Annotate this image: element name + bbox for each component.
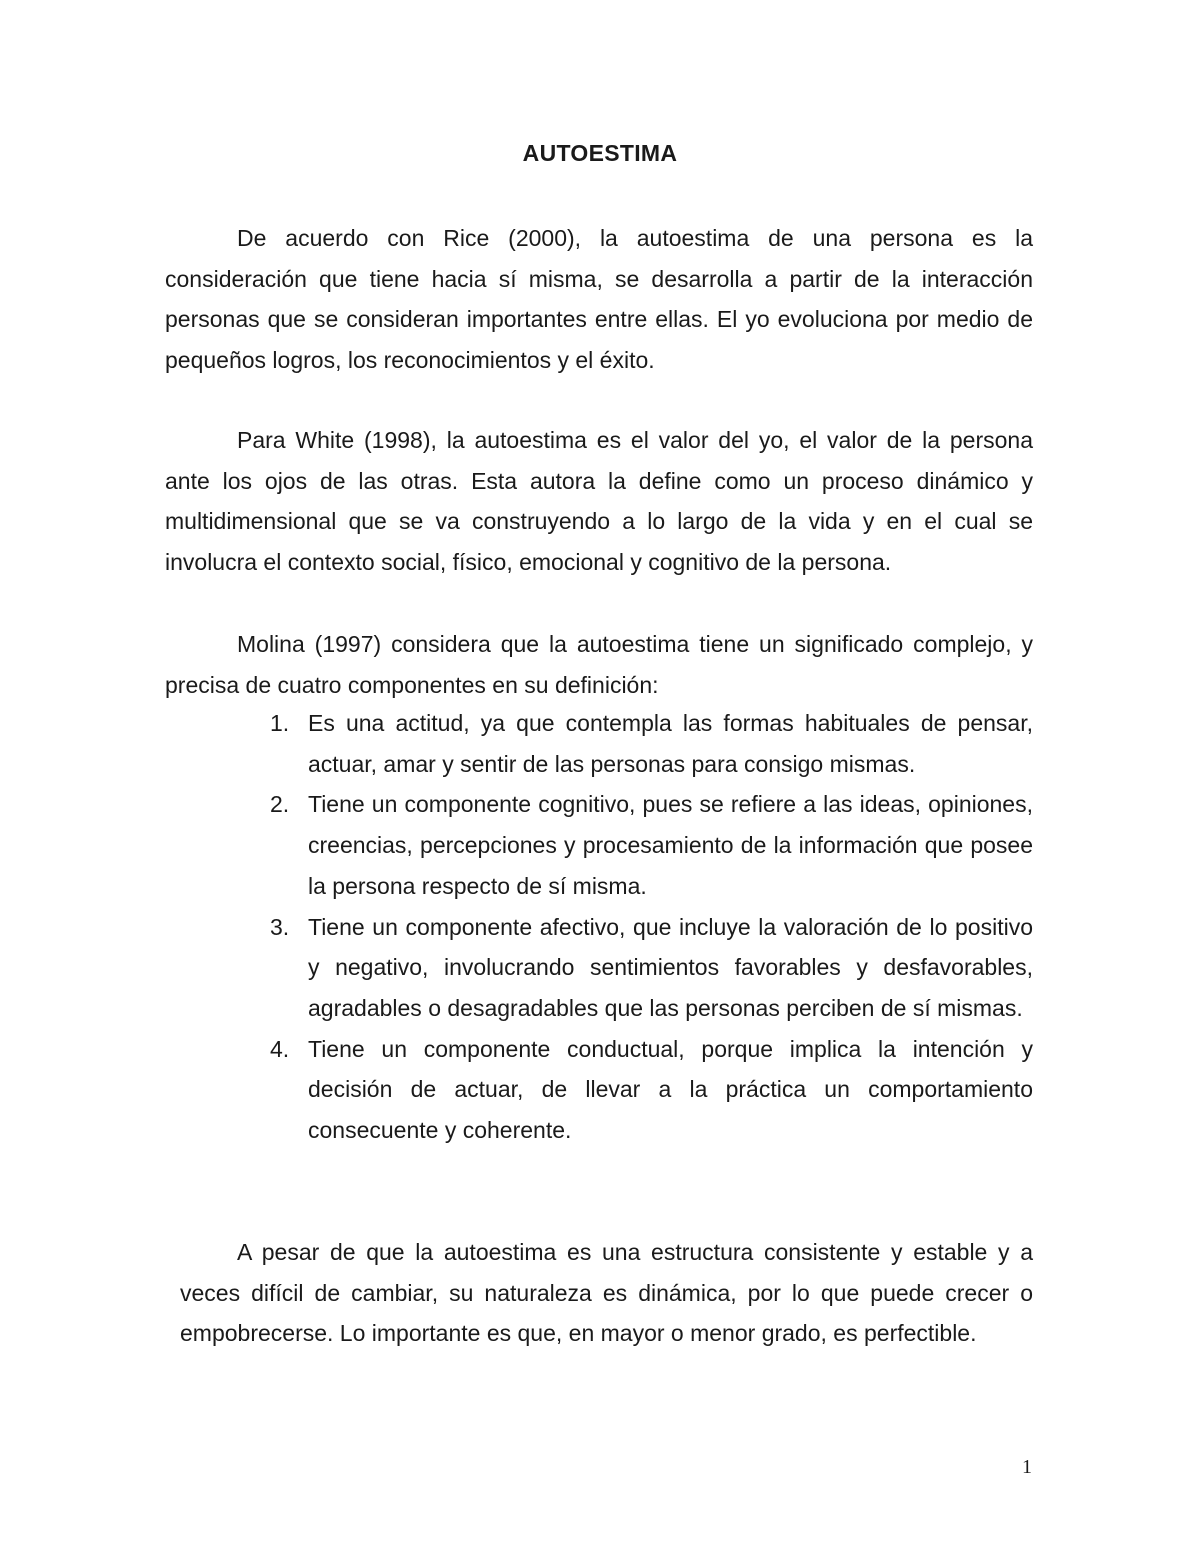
paragraph-white-text: Para White (1998), la autoestima es el valor del yo, el valor de la persona ante los ojos de las otras. Esta autora la define como un proceso dinámico y multidimensional que se va construyendo a lo largo de la vida y en el cual se involucra el contexto social, físico, emocional y cognitivo de la persona.	[165, 427, 1033, 576]
list-item	[270, 1029, 1033, 1151]
paragraph-molina-text: Molina (1997) considera que la autoestima tiene un significado complejo, y precisa de cuatro componentes en su definición:	[165, 631, 1033, 698]
paragraph-rice-text: De acuerdo con Rice (2000), la autoestima de una persona es la consideración que tiene hacia sí misma, se desarrolla a partir de la interacción personas que se consideran importantes entre ellas. El yo evoluciona por medio de pequeños logros, los reconocimientos y el éxito.	[165, 225, 1033, 374]
document-title: AUTOESTIMA	[522, 140, 678, 166]
paragraph-molina	[165, 624, 1033, 705]
list-item-number: 2.	[270, 791, 290, 818]
paragraph-closing-text: A pesar de que la autoestima es una estructura consistente y estable y a veces difícil de cambiar, su naturaleza es dinámica, por lo que puede crecer o empobrecerse. Lo importante es que, en mayor o menor grado, es perfectible.	[180, 1239, 1033, 1347]
list-item-number: 1.	[270, 710, 290, 736]
list-item	[270, 907, 1033, 1029]
list-item-text: Tiene un componente conductual, porque implica la intención y decisión de actuar, de llevar a la práctica un comportamiento consecuente y coherente.	[308, 1035, 1033, 1144]
components-list	[270, 703, 1033, 1151]
paragraph-closing	[180, 1232, 1033, 1354]
list-item-text: Es una actitud, ya que contempla las formas habituales de pensar, actuar, amar y sentir de las personas para consigo mismas.	[308, 710, 1033, 777]
page-number: 1	[1022, 1456, 1032, 1478]
paragraph-rice	[165, 218, 1033, 381]
list-item-number: 4.	[270, 1035, 290, 1062]
paragraph-white	[165, 420, 1033, 583]
list-item	[270, 703, 1033, 784]
list-item-text: Tiene un componente cognitivo, pues se refiere a las ideas, opiniones, creencias, percepciones y procesamiento de la información que posee la persona respecto de sí misma.	[308, 791, 1033, 899]
list-item-text: Tiene un componente afectivo, que incluye la valoración de lo positivo y negativo, involucrando sentimientos favorables y desfavorables, agradables o desagradables que las personas perciben de sí mismas.	[308, 913, 1033, 1021]
list-item	[270, 784, 1033, 906]
list-item-number: 3.	[270, 913, 290, 940]
